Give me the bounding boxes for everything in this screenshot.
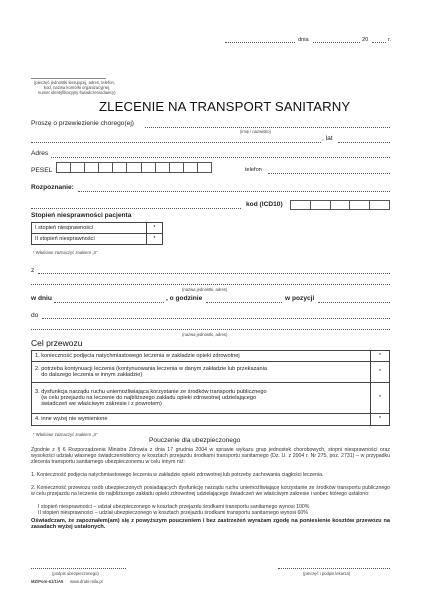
position-label: w pozycji — [285, 295, 315, 302]
disability-row-mark[interactable]: * — [147, 223, 163, 234]
disability-row — [32, 234, 163, 245]
form-code: MZ/Pom-61/1/A5 — [31, 579, 64, 584]
purpose-row — [32, 383, 390, 414]
purpose-heading: Cel przewozu — [31, 338, 83, 348]
purpose-row-mark[interactable]: * — [371, 362, 390, 383]
patient-signature-field[interactable] — [31, 568, 126, 569]
notice-heading: Pouczenie dla ubezpieczonego — [149, 437, 241, 444]
purpose-row-mark[interactable]: * — [371, 351, 390, 362]
purpose-row-mark[interactable]: * — [371, 383, 390, 414]
diagnosis-label: Rozpoznanie: — [31, 184, 74, 191]
to-field-2[interactable] — [31, 329, 390, 330]
purpose-line: 1. konieczność podjęcia natychmiastowego leczenia w zakładzie opieki zdrowotnej — [35, 352, 240, 359]
request-label: Proszę o przewiezienie chorego(ej) — [31, 120, 134, 127]
purpose-row-text — [32, 351, 371, 362]
purpose-line: 2. potrzeba kontynuacji leczenia (kontynuowania leczenia w danym zakładzie lub przekazania — [35, 365, 267, 372]
hour-label: , o godzinie — [166, 295, 203, 302]
address-label: Adres — [31, 150, 49, 157]
day-label-route: w dniu — [31, 295, 52, 302]
purpose-table — [31, 350, 390, 426]
place-field[interactable] — [225, 42, 295, 43]
address-field[interactable] — [51, 157, 390, 158]
patient-name-field[interactable] — [145, 127, 390, 128]
disability-heading: Stopień niesprawności pacjenta — [31, 212, 132, 219]
patient-name-field-2[interactable] — [31, 142, 321, 143]
from-field-2[interactable] — [31, 284, 390, 285]
disability-footnote: * Właściwe zaznaczyć znakiem „X” — [33, 250, 98, 255]
age-label: , lat — [322, 135, 333, 142]
purpose-line: do dalszego leczenia w innym zakładzie) — [35, 372, 143, 378]
form-title: ZLECENIE NA TRANSPORT SANITARNY — [99, 99, 351, 114]
doctor-signature-caption: (pieczęć i podpis lekarza) — [303, 571, 351, 576]
purpose-footnote: * Właściwe zaznaczyć znakiem „X” — [33, 432, 98, 437]
notice-item-2: 2. Konieczność przewozu osób ubezpieczonych posiadających dysfunkcję narządu ruchu uniemożliwiające korzystanie ze środków transportu publicznego w celu przejazdu na leczenie do najbliższego zakładu opieki zdrowotnej udzielającego świadczeń we właściwym zakresie i wobec którego ustalono: — [31, 485, 390, 498]
disability-row-mark[interactable]: * — [147, 234, 163, 245]
website: www.druki-mila.pl — [70, 579, 103, 584]
purpose-line: świadczeń we właściwym zakresie i z powrotem) — [35, 401, 162, 408]
icd10-boxes[interactable] — [290, 200, 390, 210]
purpose-row-text — [32, 362, 371, 383]
to-field[interactable] — [42, 318, 390, 319]
purpose-row-text — [32, 414, 371, 426]
notice-sub-2: II stopień niesprawności – udział ubezpieczonego w kosztach przejazdu środkami transportu sanitarnego wynosi 60% — [38, 510, 308, 516]
patient-signature-caption: (podpis ubezpieczonego) — [52, 571, 99, 576]
disability-table — [31, 222, 163, 245]
from-field[interactable] — [38, 273, 390, 274]
stamp-area[interactable] — [31, 36, 106, 81]
age-field[interactable] — [338, 142, 390, 143]
disability-row — [32, 223, 163, 234]
purpose-row-mark[interactable]: * — [371, 414, 390, 426]
pesel-label: PESEL — [31, 167, 53, 174]
notice-paragraph: Zgodnie z § 6 Rozporządzenia Ministra Zdrowia z dnia 17 grudnia 2004 w sprawie wykazu grup jednostek chorobowych, stopni niesprawności oraz wysokości udziału własnego świadczeniobiorcy w kosztach przejazdu środkami transportu sanitarnego (Dz. U. z 2004 r. Nr 275, poz. 2731) – w przypadku zlecenia transportu sanitarnego ubezpieczonemu w celu innym niż: — [31, 447, 390, 466]
diagnosis-field[interactable] — [78, 191, 390, 192]
date-field[interactable] — [313, 42, 360, 43]
name-caption: (imię i nazwisko) — [240, 129, 271, 134]
year-suffix: r. — [388, 37, 392, 43]
stamp-caption-2: kod, nazwa komórki organizacyjnej, — [44, 85, 111, 90]
from-caption: (nazwa jednostki, adres) — [182, 287, 228, 292]
stamp-caption-1: (pieczęć jednostki kierującej, adres, telefon, — [34, 80, 115, 85]
day-label: dnia — [298, 37, 309, 43]
to-label: do — [31, 312, 39, 319]
phone-label: telefon — [245, 167, 262, 173]
year-field[interactable] — [372, 42, 386, 43]
year-prefix: 20 — [362, 37, 369, 43]
from-label: z — [31, 267, 35, 274]
stamp-line — [31, 78, 106, 79]
notice-sub-1: I stopień niesprawności – udział ubezpieczonego w kosztach przejazdu środkami transportu sanitarnego wynosi 100% — [38, 504, 310, 510]
stamp-caption-3: numer identyfikacyjny świadczeniodawcy) — [38, 90, 116, 95]
purpose-row — [32, 362, 390, 383]
purpose-line: (w celu przejazdu na leczenie do najbliższego zakładu opieki zdrowotnej udzielającego — [35, 394, 257, 401]
purpose-row-text — [32, 383, 371, 414]
purpose-row — [32, 351, 390, 362]
route-day-field[interactable] — [54, 302, 164, 303]
purpose-row — [32, 414, 390, 426]
purpose-line: 3. dysfunkcja narządu ruchu uniemożliwiająca korzystanie ze środków transportu publicznego — [35, 388, 267, 395]
purpose-line: 4. inne wyżej nie wymienione — [35, 416, 108, 423]
pesel-boxes[interactable] — [56, 162, 212, 173]
diagnosis-field-2[interactable] — [31, 208, 241, 209]
declaration: Oświadczam, że zapoznałem(am) się z powyższym pouczeniem i bez zastrzeżeń wyrażam zgodę na poniesienie kosztów przewozu na zasadach wyżej ustalonych. — [31, 518, 390, 531]
phone-field[interactable] — [268, 173, 390, 174]
to-caption: (nazwa jednostki, adres) — [182, 332, 228, 337]
doctor-signature-field[interactable] — [278, 568, 390, 569]
notice-item-1: 1. Konieczność podjęcia natychmiastowego leczenia w zakładzie opieki zdrowotnej lub potrzeby zachowania ciągłości leczenia. — [31, 472, 324, 478]
position-field[interactable] — [318, 302, 390, 303]
hour-field[interactable] — [206, 302, 282, 303]
icd10-label: kod (ICD10) — [246, 201, 283, 208]
disability-row-label: I stopień niesprawności — [32, 223, 147, 234]
disability-row-label: II stopień niesprawności — [32, 234, 147, 245]
